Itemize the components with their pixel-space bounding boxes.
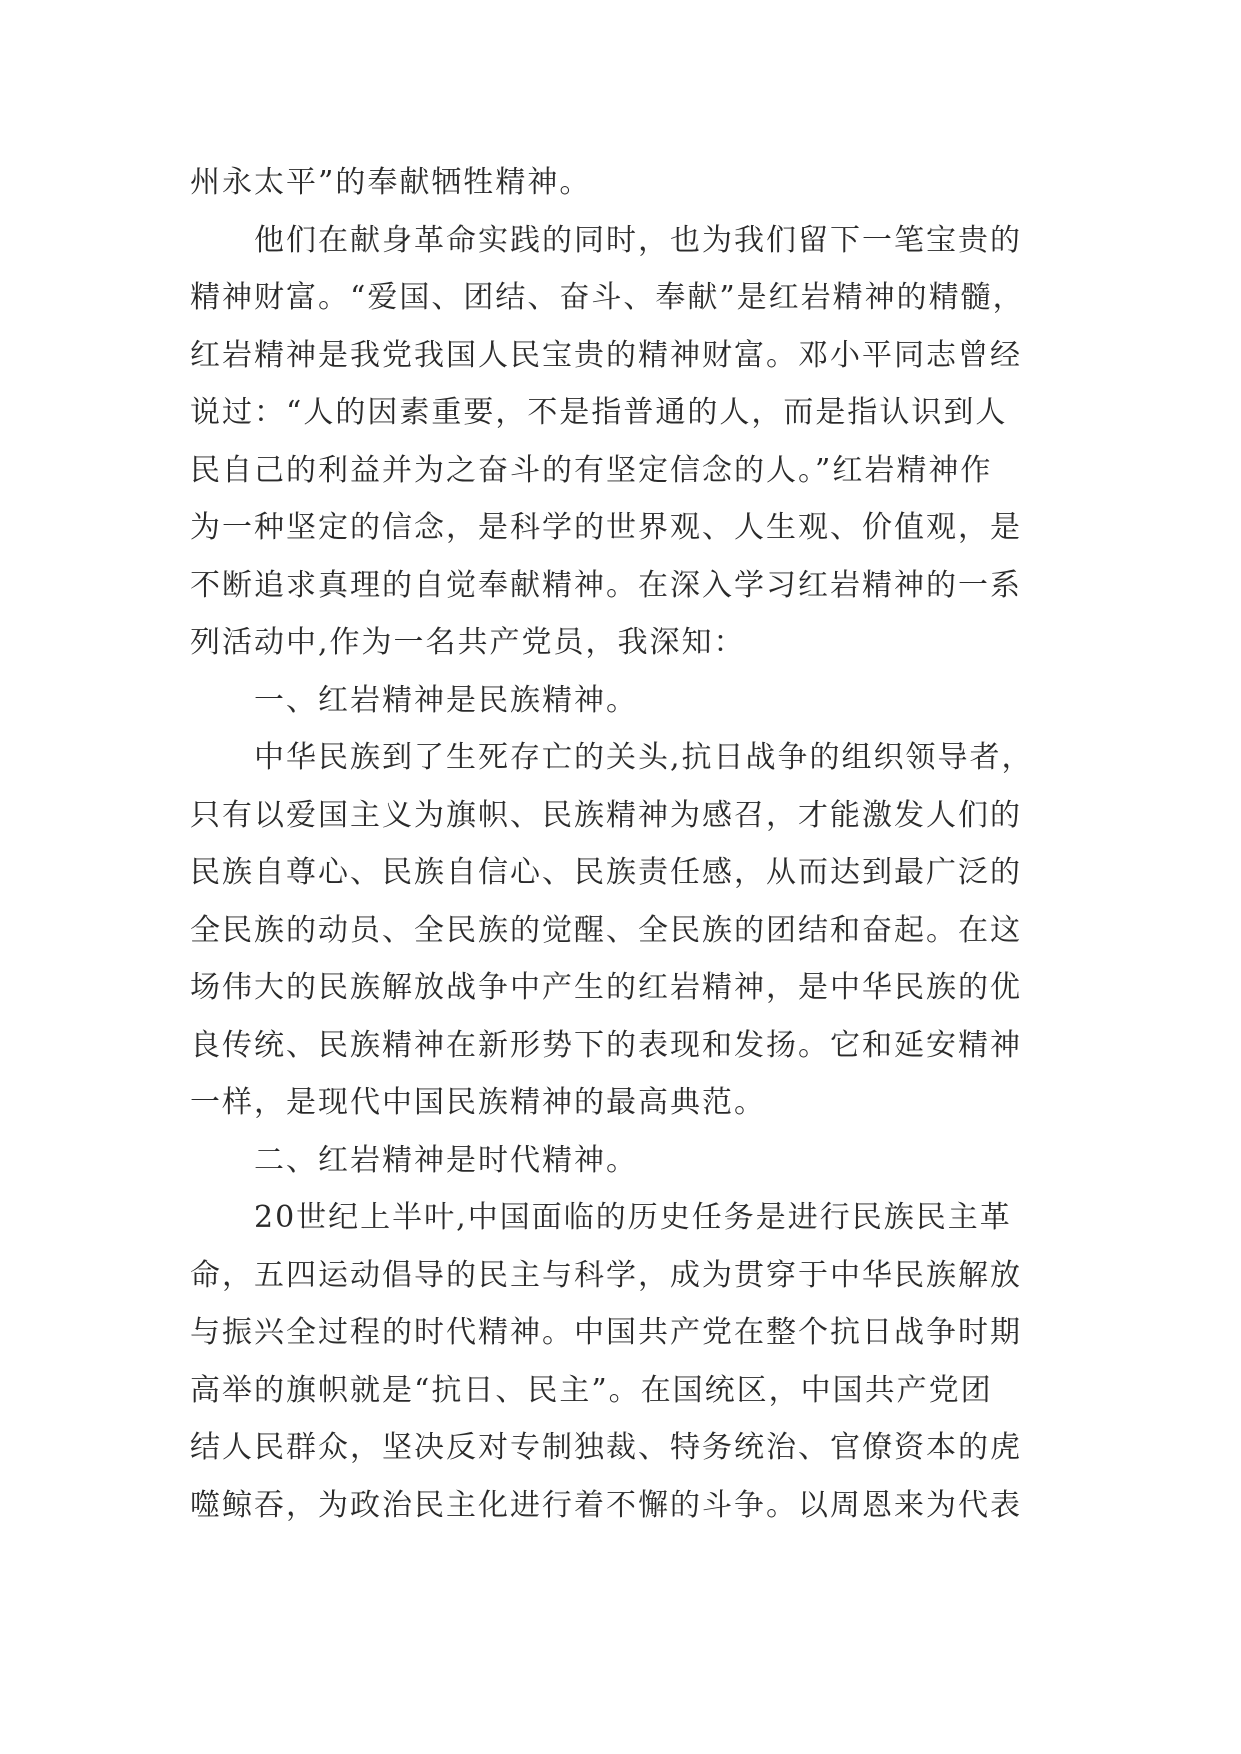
section-heading: 一、红岩精神是民族精神。 bbox=[254, 682, 638, 718]
text-line: 红岩精神是我党我国人民宝贵的精神财富。邓小平同志曾经 bbox=[190, 337, 1022, 373]
text-line: 列活动中,作为一名共产党员，我深知： bbox=[190, 625, 746, 660]
section-heading: 二、红岩精神是时代精神。 bbox=[254, 1142, 638, 1178]
text-line: 精神财富。“爱国、团结、奋斗、奉献”是红岩精神的精髓， bbox=[190, 280, 1025, 315]
text-line: 高举的旗帜就是“抗日、民主”。在国统区，中国共产党团 bbox=[190, 1372, 993, 1408]
body-text bbox=[190, 154, 1060, 1534]
text-line: 不断追求真理的自觉奉献精神。在深入学习红岩精神的一系 bbox=[190, 567, 1022, 603]
text-line: 他们在献身革命实践的同时，也为我们留下一笔宝贵的 bbox=[254, 222, 1022, 258]
text-line: 与振兴全过程的时代精神。中国共产党在整个抗日战争时期 bbox=[190, 1315, 1022, 1350]
text-line: 只有以爱国主义为旗帜、民族精神为感召，才能激发人们的 bbox=[190, 797, 1022, 833]
text-line: 民族自尊心、民族自信心、民族责任感，从而达到最广泛的 bbox=[190, 855, 1022, 890]
text-line: 良传统、民族精神在新形势下的表现和发扬。它和延安精神 bbox=[190, 1027, 1022, 1063]
text-line: 州永太平”的奉献牺牲精神。 bbox=[190, 165, 592, 200]
text-line: 中华民族到了生死存亡的关头,抗日战争的组织领导者， bbox=[254, 740, 1034, 775]
text-line: 结人民群众，坚决反对专制独裁、特务统治、官僚资本的虎 bbox=[190, 1430, 1022, 1465]
text-line: 全民族的动员、全民族的觉醒、全民族的团结和奋起。在这 bbox=[190, 912, 1022, 948]
text-line: 场伟大的民族解放战争中产生的红岩精神，是中华民族的优 bbox=[190, 970, 1022, 1005]
text-line: 一样，是现代中国民族精神的最高典范。 bbox=[190, 1085, 766, 1120]
text-line: 说过：“人的因素重要，不是指普通的人，而是指认识到人 bbox=[190, 395, 1008, 430]
text-line: 20世纪上半叶,中国面临的历史任务是进行民族民主革 bbox=[254, 1200, 1012, 1235]
text-line: 命，五四运动倡导的民主与科学，成为贯穿于中华民族解放 bbox=[190, 1257, 1022, 1293]
text-line: 噬鲸吞，为政治民主化进行着不懈的斗争。以周恩来为代表 bbox=[190, 1487, 1022, 1523]
text-line: 为一种坚定的信念，是科学的世界观、人生观、价值观，是 bbox=[190, 510, 1022, 545]
text-line: 民自己的利益并为之奋斗的有坚定信念的人。”红岩精神作 bbox=[190, 452, 993, 488]
